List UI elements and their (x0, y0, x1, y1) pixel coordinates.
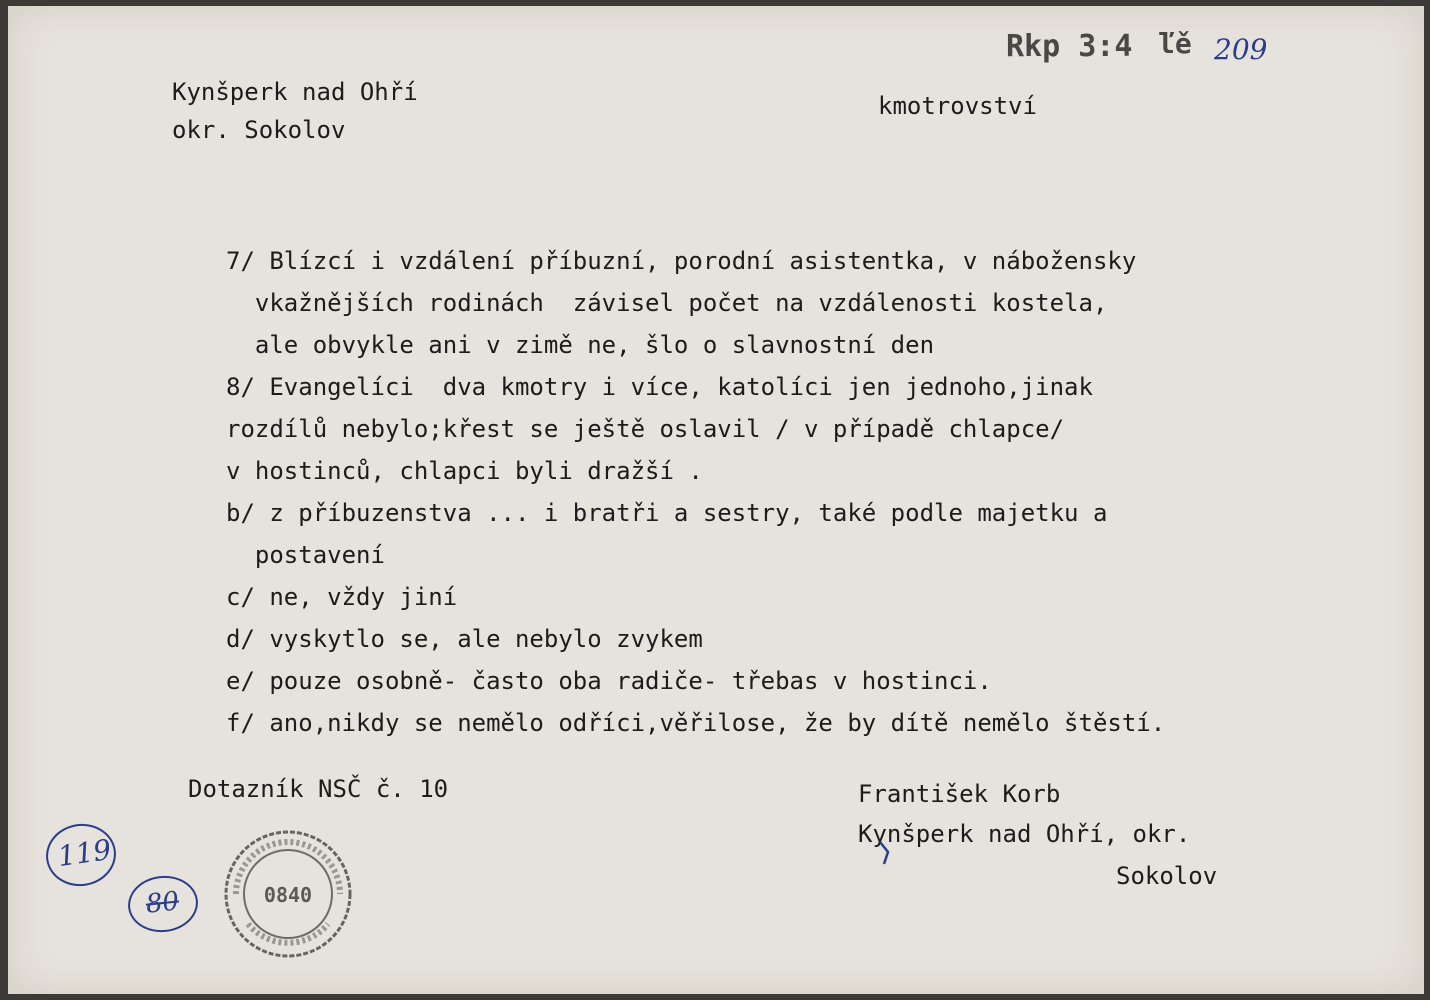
author-place-line-1: Kynšperk nad Ohří, okr. (858, 820, 1191, 848)
location-line-1: Kynšperk nad Ohří (172, 78, 418, 106)
circled-number-1 (42, 819, 120, 890)
circled-number-2 (125, 872, 200, 935)
circled-number-2-text: 80 (144, 886, 181, 920)
archive-shelfmark: Rkp 3:4 (1006, 29, 1133, 64)
body-line: b/ z příbuzenstva ... i bratři a sestry, také podle majetku a (226, 499, 1108, 527)
body-line: ale obvykle ani v zimě ne, šlo o slavnostní den (226, 331, 935, 359)
archive-shelfmark-suffix: ľě (1158, 27, 1192, 60)
body-line: e/ pouze osobně- často oba radiče- třebas v hostinci. (226, 667, 992, 695)
record-card (8, 6, 1424, 994)
body-line: c/ ne, vždy jiní (226, 583, 458, 611)
body-line: v hostinců, chlapci byli dražší . (226, 457, 703, 485)
body-line: vkažnějších rodinách závisel počet na vzdálenosti kostela, (226, 289, 1108, 317)
pen-correction-mark (876, 838, 896, 866)
body-line: d/ vyskytlo se, ale nebylo zvykem (226, 625, 703, 653)
topic-heading: kmotrovství (878, 92, 1037, 120)
body-line: 8/ Evangelíci dva kmotry i více, katolíci jen jednoho,jinak (226, 373, 1093, 401)
body-line: postavení (226, 541, 385, 569)
body-line: f/ ano,nikdy se nemělo odříci,věřilose, že by dítě nemělo štěstí. (226, 709, 1166, 737)
author-place-line-2: Sokolov (1116, 862, 1218, 890)
questionnaire-reference: Dotazník NSČ č. 10 (188, 775, 449, 803)
location-line-2: okr. Sokolov (172, 116, 346, 144)
institution-stamp (218, 824, 358, 964)
body-line: rozdílů nebylo;křest se ještě oslavil / v případě chlapce/ (226, 415, 1065, 443)
stamp-number: 0840 (263, 883, 313, 907)
author-name: František Korb (858, 780, 1061, 808)
handwritten-page-number: 209 (1214, 33, 1268, 66)
circled-number-1-text: 119 (55, 832, 114, 874)
body-line: 7/ Blízcí i vzdálení příbuzní, porodní asistentka, v nábožensky (226, 247, 1137, 275)
